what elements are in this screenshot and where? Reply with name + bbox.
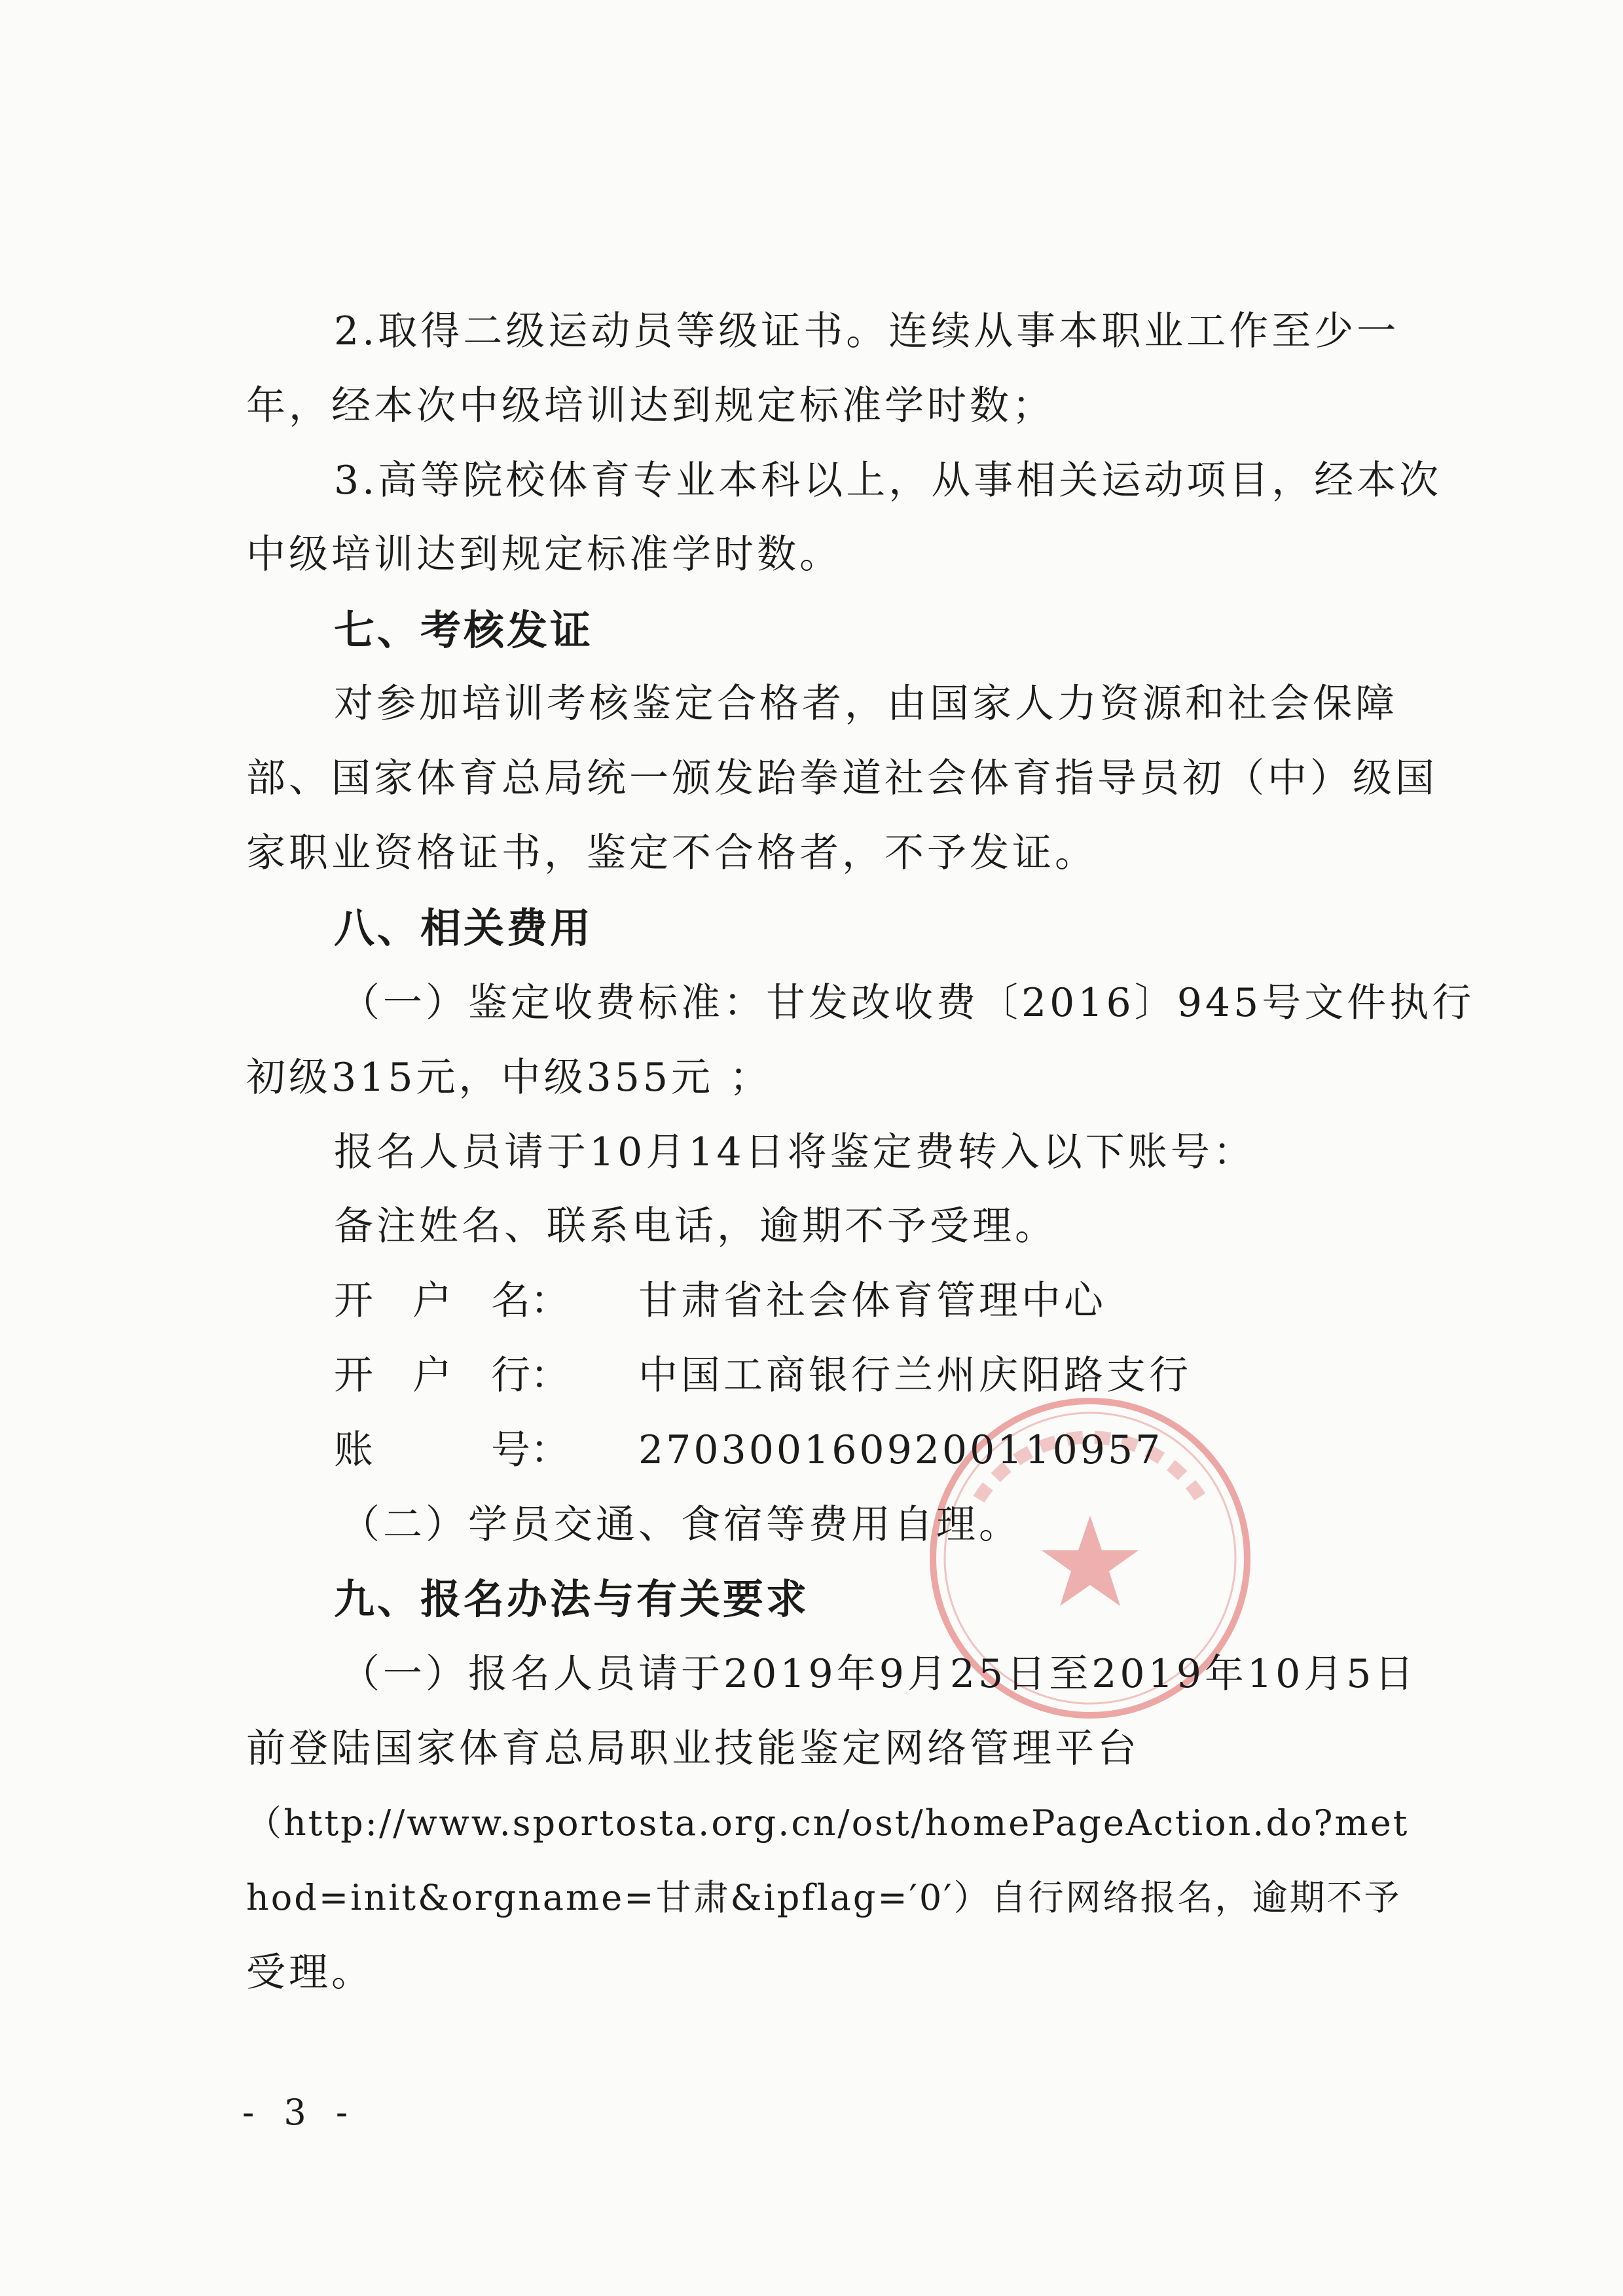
body-line: 备注姓名、联系电话，逾期不予受理。 xyxy=(334,1203,1057,1249)
body-line: 受理。 xyxy=(246,1950,374,1995)
body-line: 对参加培训考核鉴定合格者，由国家人力资源和社会保障 xyxy=(334,681,1398,727)
body-line: 家职业资格证书，鉴定不合格者，不予发证。 xyxy=(246,830,1097,876)
url-line: hod=init&orgname=甘肃&ipflag=′0′）自行网络报名，逾期不予 xyxy=(246,1877,1402,1918)
url-line: （http://www.sportosta.org.cn/ost/homePageAction.do?met xyxy=(246,1802,1410,1844)
account-name-label: 开 户 名： xyxy=(334,1278,570,1324)
body-line: 报名人员请于10月14日将鉴定费转入以下账号： xyxy=(334,1129,1256,1175)
body-line: （一）鉴定收费标准：甘发改收费〔2016〕945号文件执行 xyxy=(340,980,1475,1026)
body-line: （一）报名人员请于2019年9月25日至2019年10月5日 xyxy=(340,1651,1417,1697)
section-heading-8: 八、相关费用 xyxy=(334,904,594,952)
section-heading-9: 九、报名办法与有关要求 xyxy=(334,1575,810,1623)
body-line: 2.取得二级运动员等级证书。连续从事本职业工作至少一 xyxy=(334,308,1400,354)
body-line: 前登陆国家体育总局职业技能鉴定网络管理平台 xyxy=(246,1726,1140,1772)
body-line: （二）学员交通、食宿等费用自理。 xyxy=(340,1502,1021,1548)
body-line: 年，经本次中级培训达到规定标准学时数； xyxy=(246,383,1055,429)
section-heading-7: 七、考核发证 xyxy=(334,606,594,654)
account-number-label: 账 号： xyxy=(334,1427,570,1473)
bank-value: 中国工商银行兰州庆阳路支行 xyxy=(638,1353,1192,1398)
body-line: 3.高等院校体育专业本科以上，从事相关运动项目，经本次 xyxy=(334,458,1442,503)
body-line: 初级315元，中级355元 ； xyxy=(246,1055,773,1101)
account-name-value: 甘肃省社会体育管理中心 xyxy=(638,1278,1106,1324)
page-number: - 3 - xyxy=(242,2092,357,2133)
bank-label: 开 户 行： xyxy=(334,1353,570,1398)
body-line: 部、国家体育总局统一颁发跆拳道社会体育指导员初（中）级国 xyxy=(246,756,1438,801)
account-number-value: 2703001609200110957 xyxy=(638,1427,1163,1473)
body-line: 中级培训达到规定标准学时数。 xyxy=(246,532,842,577)
